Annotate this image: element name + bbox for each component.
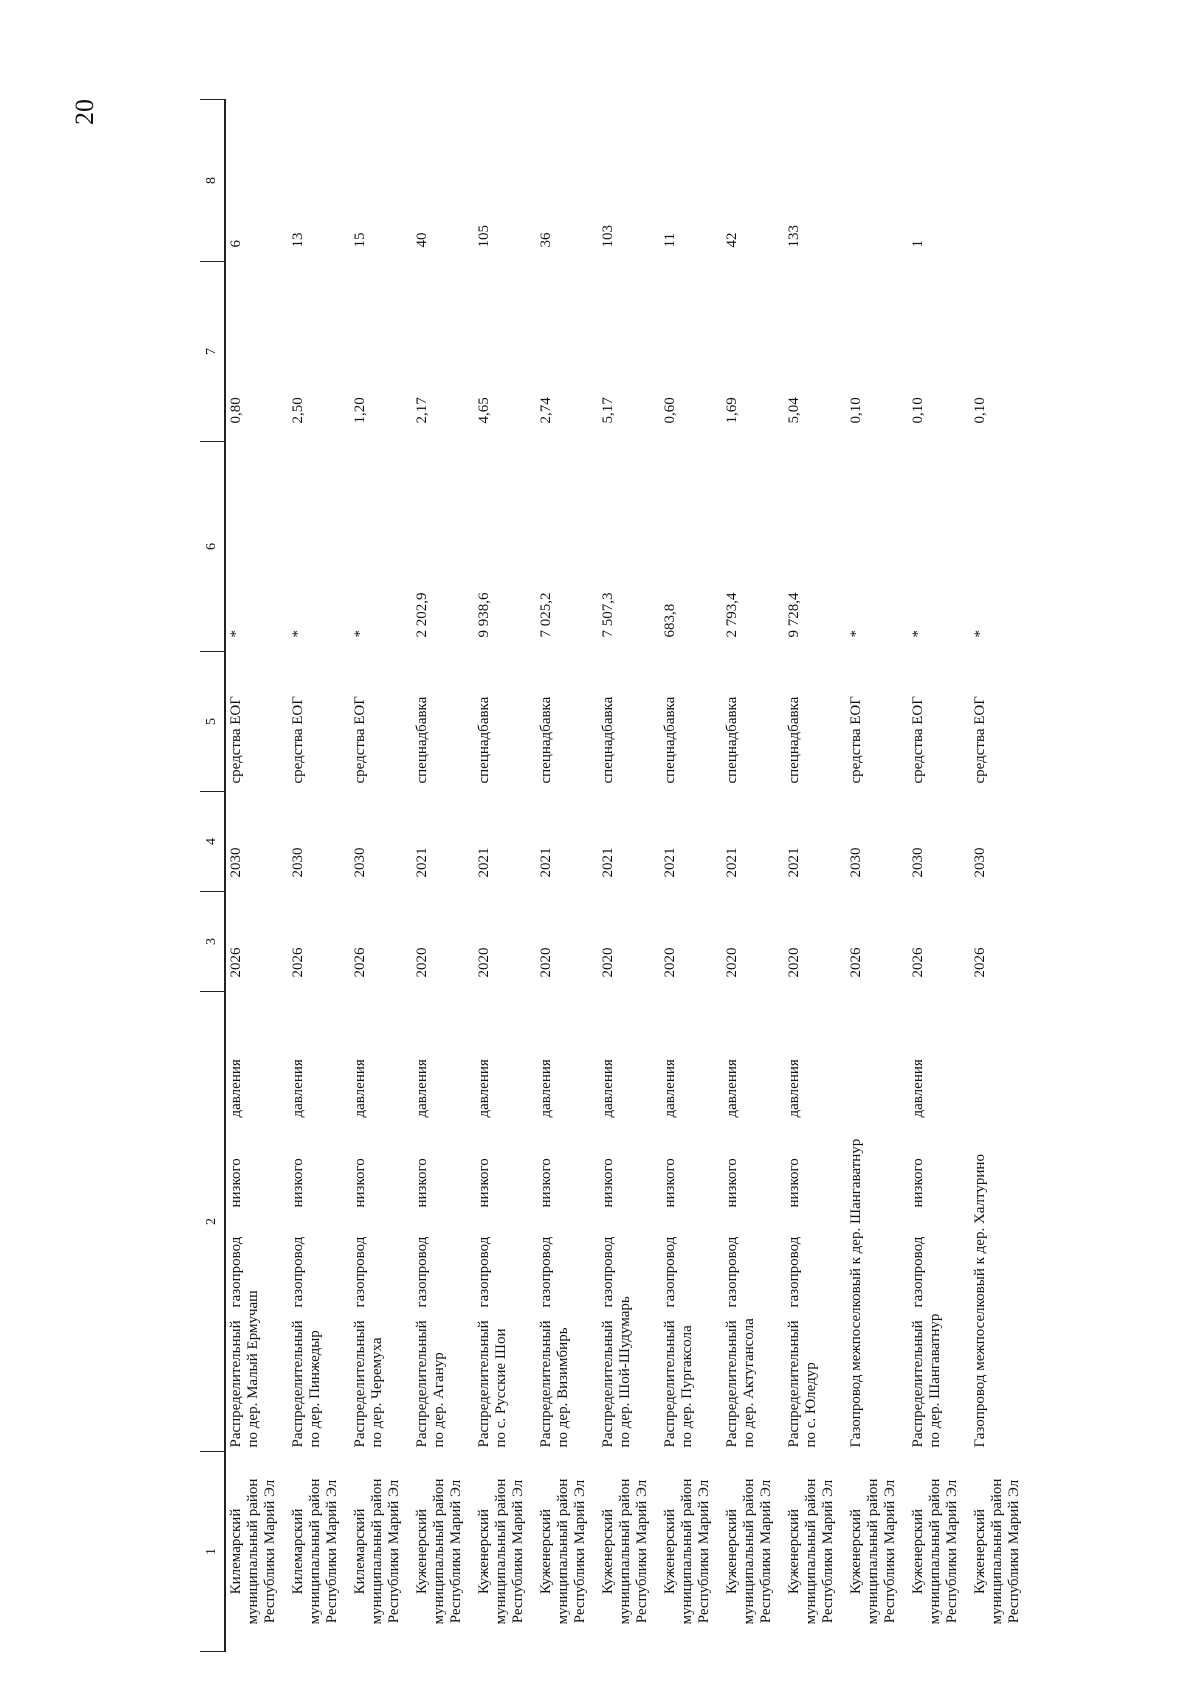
table-row xyxy=(536,100,598,1652)
object-cell xyxy=(908,992,970,1452)
count-cell: 11 xyxy=(662,233,678,248)
rotated-table-wrapper xyxy=(200,100,1200,1652)
funding-source-cell: спецнадбавка xyxy=(476,696,492,784)
count-cell: 13 xyxy=(290,232,306,248)
end-year-cell: 2030 xyxy=(352,847,368,878)
length-cell: 2,17 xyxy=(414,397,430,424)
object-word-3: давления xyxy=(352,1059,368,1118)
object-word-2: низкого xyxy=(476,1158,492,1208)
count-cell: 40 xyxy=(414,232,430,248)
end-year-cell: 2021 xyxy=(476,847,492,878)
object-word-3: давления xyxy=(786,1059,802,1118)
district-cell: Килемарский муниципальный район Республики Марий Эл xyxy=(352,1478,402,1625)
start-year-cell: 2026 xyxy=(972,947,988,978)
funding-source-cell: средства ЕОГ xyxy=(848,696,864,784)
length-cell: 0,10 xyxy=(910,397,926,424)
object-name: Распределительный xyxy=(724,1320,740,1448)
table-row xyxy=(908,100,970,1652)
funding-source-cell: спецнадбавка xyxy=(538,696,554,784)
object-cell xyxy=(722,992,784,1452)
cost-cell: 2 202,9 xyxy=(414,592,430,638)
funding-source-cell: спецнадбавка xyxy=(414,696,430,784)
end-year-cell: 2021 xyxy=(724,847,740,878)
cost-cell: 2 793,4 xyxy=(724,592,740,638)
end-year-cell: 2021 xyxy=(600,847,616,878)
object-word-2: низкого xyxy=(414,1158,430,1208)
object-cell xyxy=(846,992,908,1452)
district-cell: Куженерский муниципальный район Республики Марий Эл xyxy=(848,1478,898,1625)
table-row xyxy=(598,100,660,1652)
object-word-1: газопровод xyxy=(662,1236,678,1308)
table-row xyxy=(225,100,288,1652)
start-year-cell: 2020 xyxy=(662,947,678,978)
cost-cell: * xyxy=(290,630,306,638)
object-cell xyxy=(598,992,660,1452)
object-name: Распределительный xyxy=(290,1320,306,1448)
table-row xyxy=(784,100,846,1652)
object-cell xyxy=(288,992,350,1452)
funding-source-cell: средства ЕОГ xyxy=(228,696,244,784)
object-word-1: газопровод xyxy=(600,1236,616,1308)
cost-cell: 7 507,3 xyxy=(600,592,616,638)
object-word-2: низкого xyxy=(290,1158,306,1208)
funding-source-cell: средства ЕОГ xyxy=(290,696,306,784)
object-word-1: газопровод xyxy=(352,1236,368,1308)
count-cell xyxy=(970,100,1032,262)
count-cell: 42 xyxy=(724,232,740,248)
object-place: по дер. Актуганcола xyxy=(741,1318,757,1448)
start-year-cell: 2020 xyxy=(476,947,492,978)
funding-source-cell: спецнадбавка xyxy=(600,696,616,784)
cost-cell: * xyxy=(972,630,988,638)
count-cell: 36 xyxy=(538,232,554,248)
end-year-cell: 2021 xyxy=(414,847,430,878)
object-word-2: низкого xyxy=(538,1158,554,1208)
column-header-5: 5 xyxy=(200,652,225,792)
cost-cell: 683,8 xyxy=(662,603,678,638)
object-word-2: низкого xyxy=(910,1158,926,1208)
start-year-cell: 2020 xyxy=(414,947,430,978)
object-place: по дер. Шангаватнур xyxy=(927,1313,943,1448)
object-cell xyxy=(970,992,1032,1452)
object-word-1: газопровод xyxy=(538,1236,554,1308)
end-year-cell: 2021 xyxy=(662,847,678,878)
district-cell: Куженерский муниципальный район Республики Марий Эл xyxy=(662,1478,712,1625)
start-year-cell: 2026 xyxy=(848,947,864,978)
start-year-cell: 2020 xyxy=(538,947,554,978)
object-word-3: давления xyxy=(724,1059,740,1118)
column-header-6: 6 xyxy=(200,442,225,652)
object-place: по дер. Визимбирь xyxy=(555,1327,571,1448)
end-year-cell: 2021 xyxy=(786,847,802,878)
length-cell: 0,10 xyxy=(848,397,864,424)
count-cell: 105 xyxy=(476,225,492,248)
funding-source-cell: спецнадбавка xyxy=(786,696,802,784)
column-header-1: 1 xyxy=(200,1452,225,1652)
object-place: по дер. Малый Ермучаш xyxy=(245,1290,261,1448)
object-cell xyxy=(536,992,598,1452)
object-word-2: низкого xyxy=(724,1158,740,1208)
object-cell xyxy=(660,992,722,1452)
district-cell: Куженерский муниципальный район Республики Марий Эл xyxy=(538,1478,588,1625)
cost-cell: * xyxy=(910,630,926,638)
start-year-cell: 2026 xyxy=(228,947,244,978)
object-place: по с. Русские Шои xyxy=(493,1328,509,1448)
object-word-1: газопровод xyxy=(786,1236,802,1308)
object-name: Распределительный xyxy=(910,1320,926,1448)
object-name: Распределительный xyxy=(662,1320,678,1448)
count-cell: 1 xyxy=(910,240,926,248)
cost-cell: 9 728,4 xyxy=(786,592,802,638)
table-row xyxy=(474,100,536,1652)
start-year-cell: 2020 xyxy=(724,947,740,978)
table-row xyxy=(722,100,784,1652)
column-header-8: 8 xyxy=(200,100,225,262)
count-cell: 15 xyxy=(352,232,368,248)
column-header-3: 3 xyxy=(200,892,225,992)
district-cell: Куженерский муниципальный район Республики Марий Эл xyxy=(600,1478,650,1625)
length-cell: 0,60 xyxy=(662,397,678,424)
district-cell: Куженерский муниципальный район Республики Марий Эл xyxy=(910,1478,960,1625)
object-word-3: давления xyxy=(228,1059,244,1118)
object-word-3: давления xyxy=(600,1059,616,1118)
end-year-cell: 2030 xyxy=(228,847,244,878)
object-cell xyxy=(350,992,412,1452)
cost-cell: * xyxy=(848,630,864,638)
length-cell: 5,04 xyxy=(786,397,802,424)
object-place: по дер. Пинжедыр xyxy=(307,1330,323,1448)
object-word-1: газопровод xyxy=(476,1236,492,1308)
object-word-3: давления xyxy=(290,1059,306,1118)
object-place: по дер. Черемуха xyxy=(369,1337,385,1448)
object-word-2: низкого xyxy=(352,1158,368,1208)
object-place: по дер. Пургаксола xyxy=(679,1325,695,1448)
table-row xyxy=(288,100,350,1652)
funding-source-cell: спецнадбавка xyxy=(724,696,740,784)
start-year-cell: 2020 xyxy=(786,947,802,978)
length-cell: 0,80 xyxy=(228,397,244,424)
start-year-cell: 2020 xyxy=(600,947,616,978)
length-cell: 4,65 xyxy=(476,397,492,424)
object-word-2: низкого xyxy=(786,1158,802,1208)
object-word-1: газопровод xyxy=(228,1236,244,1308)
funding-source-cell: спецнадбавка xyxy=(662,696,678,784)
table-row xyxy=(846,100,908,1652)
table-row xyxy=(412,100,474,1652)
district-cell: Килемарский муниципальный район Республики Марий Эл xyxy=(228,1478,278,1625)
table-row xyxy=(660,100,722,1652)
district-cell: Куженерский муниципальный район Республики Марий Эл xyxy=(972,1478,1022,1625)
object-name: Распределительный xyxy=(538,1320,554,1448)
length-cell: 1,20 xyxy=(352,397,368,424)
table-row xyxy=(970,100,1032,1652)
object-name: Распределительный xyxy=(228,1320,244,1448)
cost-cell: * xyxy=(352,630,368,638)
count-cell xyxy=(846,100,908,262)
object-name: Газопровод межпоселковый к дер. Шангаватнур xyxy=(848,1138,864,1448)
district-cell: Куженерский муниципальный район Республики Марий Эл xyxy=(414,1478,464,1625)
object-word-3: давления xyxy=(476,1059,492,1118)
object-cell xyxy=(474,992,536,1452)
end-year-cell: 2030 xyxy=(290,847,306,878)
object-word-1: газопровод xyxy=(290,1236,306,1308)
object-word-1: газопровод xyxy=(910,1236,926,1308)
object-name: Газопровод межпоселковый к дер. Халтурино xyxy=(972,1154,988,1448)
start-year-cell: 2026 xyxy=(352,947,368,978)
end-year-cell: 2021 xyxy=(538,847,554,878)
district-cell: Куженерский муниципальный район Республики Марий Эл xyxy=(476,1478,526,1625)
district-cell: Куженерский муниципальный район Республики Марий Эл xyxy=(724,1478,774,1625)
count-cell: 133 xyxy=(786,225,802,248)
length-cell: 5,17 xyxy=(600,397,616,424)
object-word-1: газопровод xyxy=(724,1236,740,1308)
funding-source-cell: средства ЕОГ xyxy=(910,696,926,784)
object-name: Распределительный xyxy=(600,1320,616,1448)
object-word-3: давления xyxy=(910,1059,926,1118)
start-year-cell: 2026 xyxy=(910,947,926,978)
object-place: по дер. Агануp xyxy=(431,1352,447,1448)
cost-cell: 9 938,6 xyxy=(476,592,492,638)
object-name: Распределительный xyxy=(414,1320,430,1448)
length-cell: 2,50 xyxy=(290,397,306,424)
funding-source-cell: средства ЕОГ xyxy=(352,696,368,784)
district-cell: Килемарский муниципальный район Республики Марий Эл xyxy=(290,1478,340,1625)
end-year-cell: 2030 xyxy=(972,847,988,878)
column-header-4: 4 xyxy=(200,792,225,892)
object-cell xyxy=(225,992,288,1452)
object-place: по дер. Шой-Шудумарь xyxy=(617,1296,633,1448)
count-cell: 6 xyxy=(228,240,244,248)
object-word-3: давления xyxy=(662,1059,678,1118)
object-word-3: давления xyxy=(538,1059,554,1118)
object-word-3: давления xyxy=(414,1059,430,1118)
cost-cell: * xyxy=(228,630,244,638)
district-cell: Куженерский муниципальный район Республики Марий Эл xyxy=(786,1478,836,1625)
page-number: 20 xyxy=(70,99,99,125)
funding-source-cell: средства ЕОГ xyxy=(972,696,988,784)
count-cell: 103 xyxy=(600,225,616,248)
object-cell xyxy=(784,992,846,1452)
table-row xyxy=(350,100,412,1652)
length-cell: 0,10 xyxy=(972,397,988,424)
column-header-2: 2 xyxy=(200,992,225,1452)
cost-cell: 7 025,2 xyxy=(538,592,554,638)
object-cell xyxy=(412,992,474,1452)
object-name: Распределительный xyxy=(786,1320,802,1448)
length-cell: 1,69 xyxy=(724,397,740,424)
object-word-2: низкого xyxy=(600,1158,616,1208)
start-year-cell: 2026 xyxy=(290,947,306,978)
object-place: по с. Юледур xyxy=(803,1362,819,1448)
table-header xyxy=(200,100,225,1652)
column-header-7: 7 xyxy=(200,262,225,442)
end-year-cell: 2030 xyxy=(848,847,864,878)
end-year-cell: 2030 xyxy=(910,847,926,878)
gas-pipeline-table xyxy=(200,99,1032,1652)
object-word-2: низкого xyxy=(662,1158,678,1208)
table-body xyxy=(225,100,1032,1652)
length-cell: 2,74 xyxy=(538,397,554,424)
object-name: Распределительный xyxy=(352,1320,368,1448)
object-word-2: низкого xyxy=(228,1158,244,1208)
object-name: Распределительный xyxy=(476,1320,492,1448)
object-word-1: газопровод xyxy=(414,1236,430,1308)
